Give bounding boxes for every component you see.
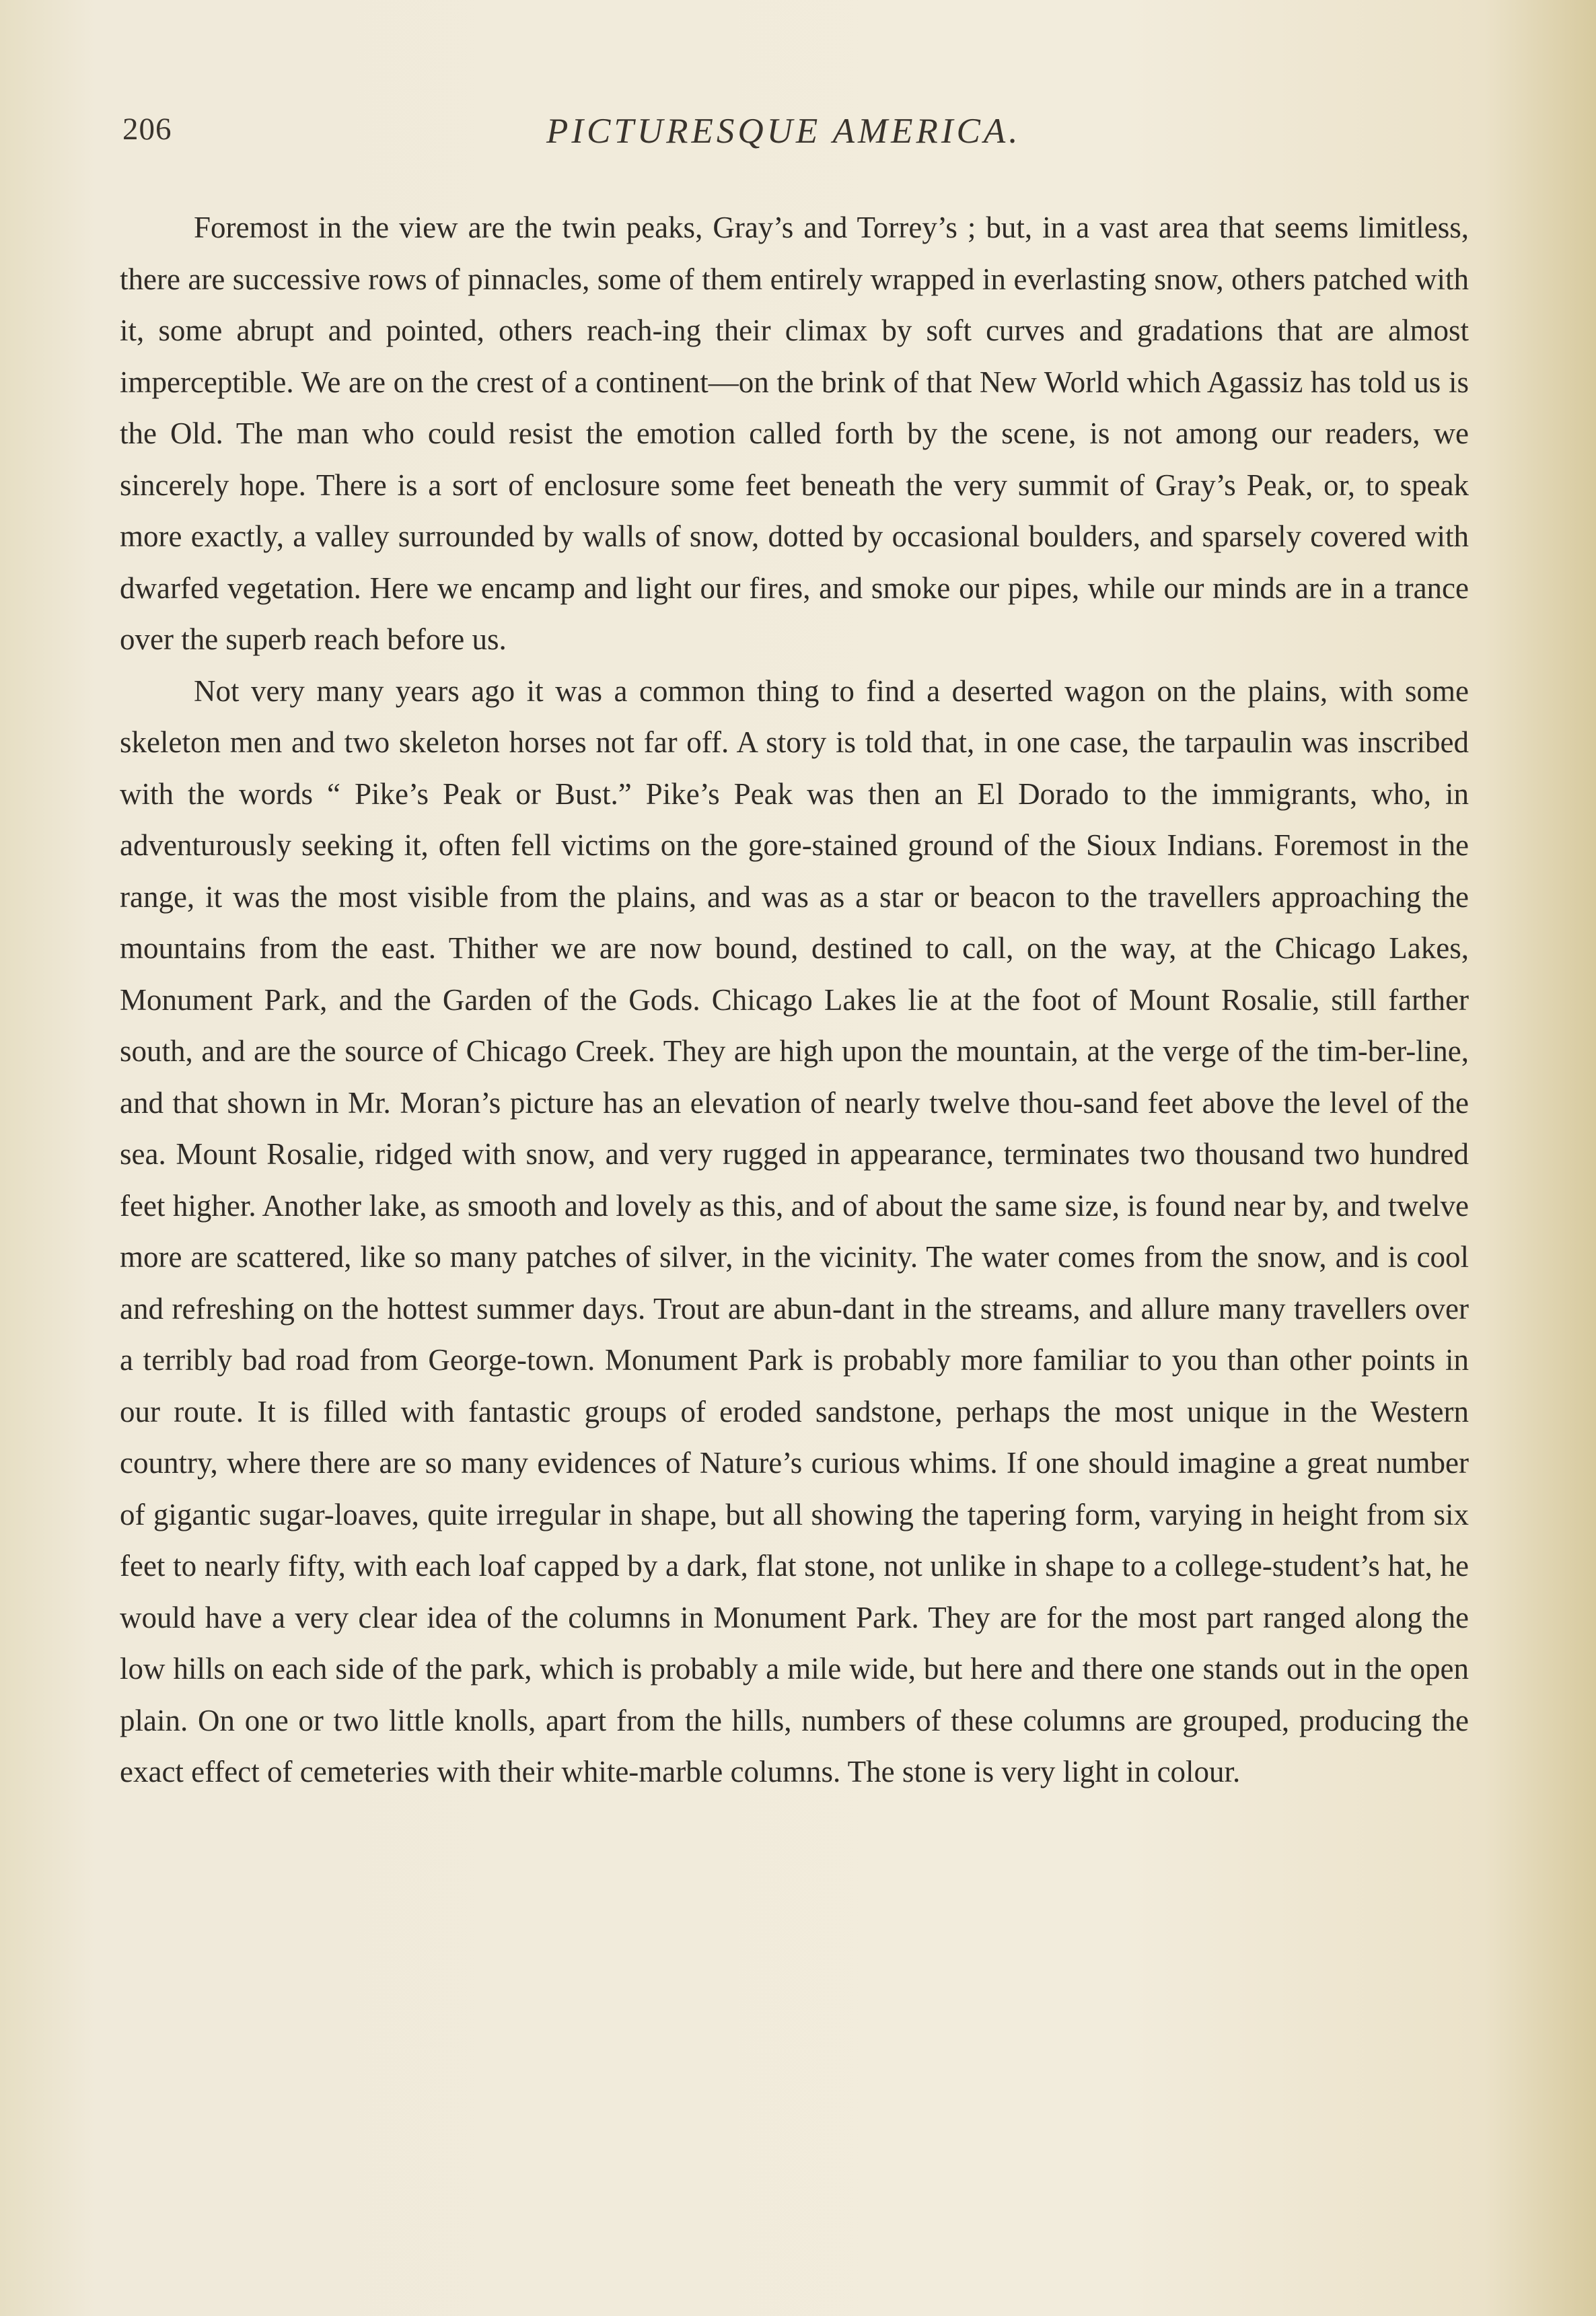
paragraph-1: Foremost in the view are the twin peaks, Gray’s and Torrey’s ; but, in a vast area that seems limitless, there are successive rows of pinnacles, some of them entirely wrapped in everlasting snow, others patched with it, some abrupt and pointed, others reach-ing their climax by soft curves and gradations that are almost imperceptible. We are on the crest of a continent—on the brink of that New World which Agassiz has told us is the Old. The man who could resist the emotion called forth by the scene, is not among our readers, we sincerely hope. There is a sort of enclosure some feet beneath the very summit of Gray’s Peak, or, to speak more exactly, a valley surrounded by walls of snow, dotted by occasional boulders, and sparsely covered with dwarfed vegetation. Here we encamp and light our fires, and smoke our pipes, while our minds are in a trance over the superb reach before us. [120, 211, 1469, 656]
page-header [122, 111, 1071, 165]
paragraph-2: Not very many years ago it was a common thing to find a deserted wagon on the plains, with some skeleton men and two skeleton horses not far off. A story is told that, in one case, the tarpaulin was inscribed with the words “ Pike’s Peak or Bust.” Pike’s Peak was then an El Dorado to the immigrants, who, in adventurously seeking it, often fell victims on the gore-stained ground of the Sioux Indians. Foremost in the range, it was the most visible from the plains, and was as a star or beacon to the travellers approaching the mountains from the east. Thither we are now bound, destined to call, on the way, at the Chicago Lakes, Monument Park, and the Garden of the Gods. Chicago Lakes lie at the foot of Mount Rosalie, still farther south, and are the source of Chicago Creek. They are high upon the mountain, at the verge of the tim-ber-line, and that shown in Mr. Moran’s picture has an elevation of nearly twelve thou-sand feet above the level of the sea. Mount Rosalie, ridged with snow, and very rugged in appearance, terminates two thousand two hundred feet higher. Another lake, as smooth and lovely as this, and of about the same size, is found near by, and twelve more are scattered, like so many patches of silver, in the vicinity. The water comes from the snow, and is cool and refreshing on the hottest summer days. Trout are abun-dant in the streams, and allure many travellers over a terribly bad road from George-town. Monument Park is probably more familiar to you than other points in our route. It is filled with fantastic groups of eroded sandstone, perhaps the most unique in the Western country, where there are so many evidences of Nature’s curious whims. If one should imagine a great number of gigantic sugar-loaves, quite irregular in shape, but all showing the tapering form, varying in height from six feet to nearly fifty, with each loaf capped by a dark, flat stone, not unlike in shape to a college-student’s hat, he would have a very clear idea of the columns in Monument Park. They are for the most part ranged along the low hills on each side of the park, which is probably a mile wide, but here and there one stands out in the open plain. On one or two little knolls, apart from the hills, numbers of these columns are grouped, producing the exact effect of cemeteries with their white-marble columns. The stone is very light in colour. [120, 674, 1469, 1788]
running-title: PICTURESQUE AMERICA. [546, 112, 1021, 151]
body-text [120, 202, 1469, 1798]
page-number: 206 [122, 112, 172, 147]
